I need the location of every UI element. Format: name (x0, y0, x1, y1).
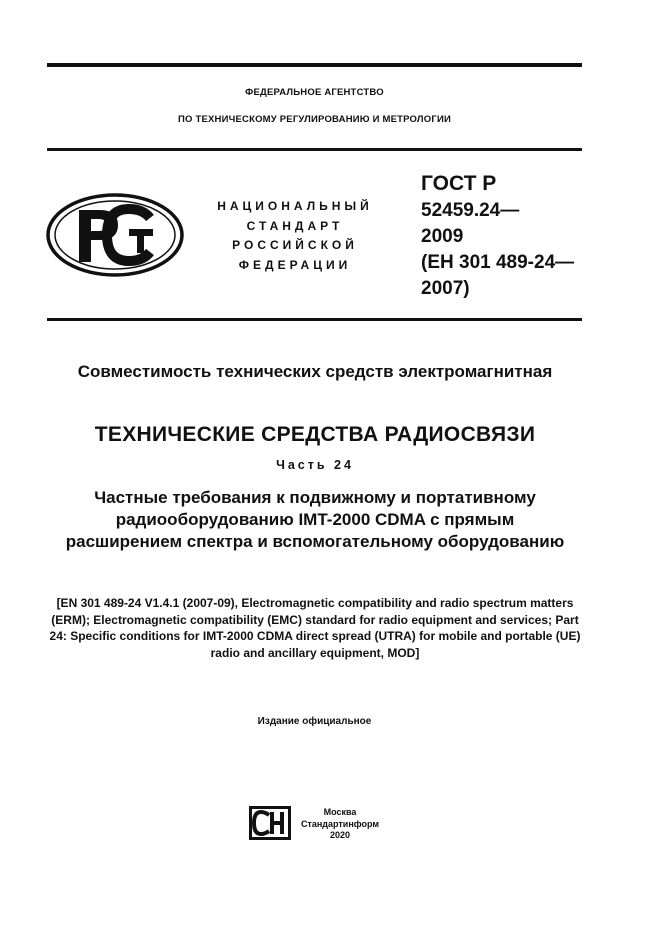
specific-title: Частные требования к подвижному и портативному радиооборудованию IMT-2000 CDMA с прямым расширением спектра и вспомогательному оборудованию (65, 488, 565, 551)
standard-type-line-2: СТАНДАРТ (246, 218, 344, 233)
rst-certification-mark-icon (45, 192, 185, 278)
publisher-name: Стандартинформ (300, 818, 380, 829)
designation-line-5: 2007) (421, 278, 470, 299)
standard-type-line-1: НАЦИОНАЛЬНЫЙ (217, 199, 373, 213)
designation-line-3: 2009 (421, 226, 464, 247)
top-rule (47, 63, 582, 67)
designation-line-2: 52459.24— (421, 200, 520, 221)
publisher-year: 2020 (329, 830, 351, 840)
reference-text: [EN 301 489-24 V1.4.1 (2007-09), Electromagnetic compatibility and radio spectrum matters (ERM); Electromagnetic compatibility (EMC) standard for radio equipment and services; Part 24: Specific conditions for IMT-2000 CDMA direct spread (UTRA) for mobile and portable (UE) radio and ancillary equipment, MOD] (49, 596, 581, 660)
general-title: Совместимость технических средств электромагнитная (77, 362, 553, 381)
agency-line-2: ПО ТЕХНИЧЕСКОМУ РЕГУЛИРОВАНИЮ И МЕТРОЛОГИИ (178, 114, 451, 125)
standartinform-logo-icon (249, 806, 291, 840)
part-label: Часть 24 (276, 458, 354, 472)
publisher-block (297, 807, 383, 842)
main-title: ТЕХНИЧЕСКИЕ СРЕДСТВА РАДИОСВЯЗИ (94, 423, 536, 446)
designation-line-4: (ЕН 301 489-24— (421, 252, 575, 273)
standard-type-line-3: РОССИЙСКОЙ (232, 238, 358, 252)
publisher-city: Москва (323, 807, 357, 817)
standard-designation (421, 170, 586, 302)
designation-line-1: ГОСТ Р (421, 172, 497, 195)
agency-line-1: ФЕДЕРАЛЬНОЕ АГЕНТСТВО (245, 87, 384, 98)
designation-rule (47, 318, 582, 321)
edition-label: Издание официальное (257, 716, 372, 727)
standard-type-line-4: ФЕДЕРАЦИИ (238, 257, 352, 272)
standard-type (200, 197, 390, 275)
header-rule (47, 148, 582, 151)
